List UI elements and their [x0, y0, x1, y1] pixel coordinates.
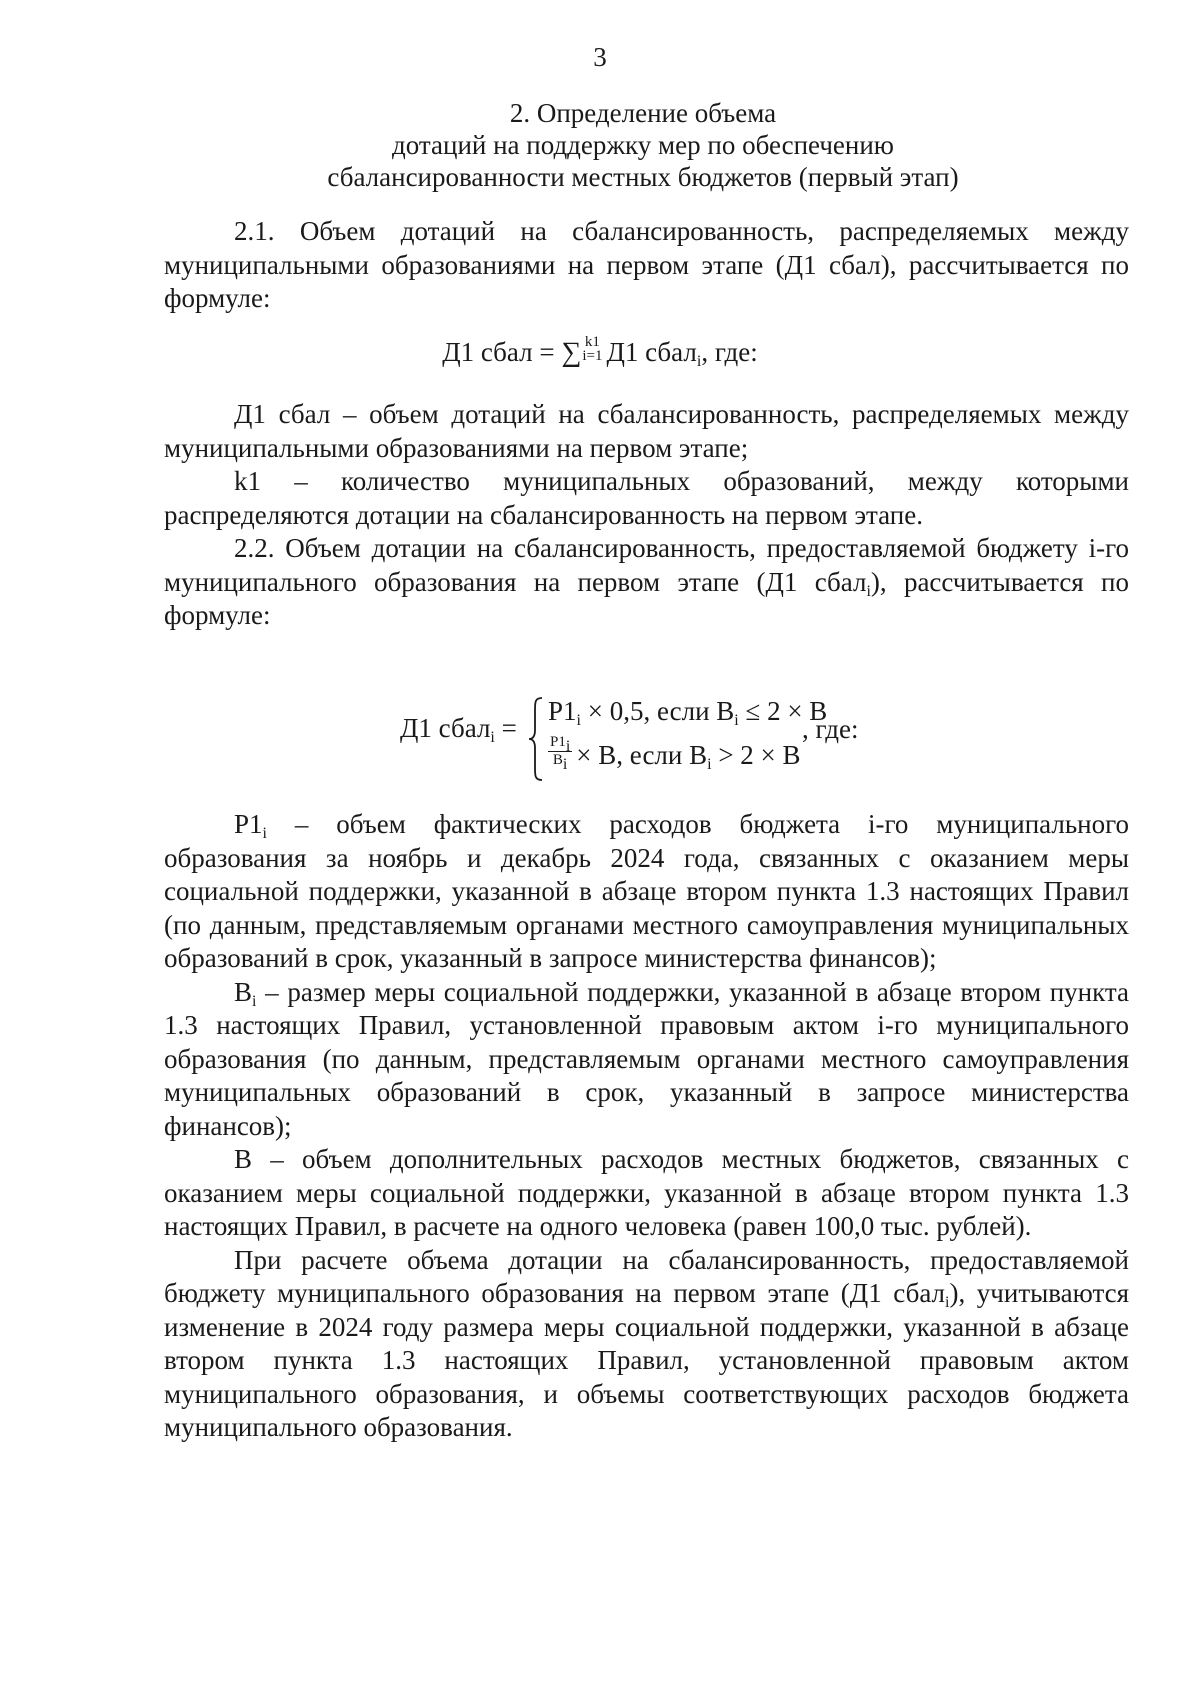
- formula-piecewise: [400, 688, 920, 788]
- fraction: [548, 734, 572, 774]
- definition-b: B – объем дополнительных расходов местных бюджетов, связанных с оказанием меры социальной поддержки, указанной в абзаце втором пункта 1.3 настоящих Правил, в расчете на одного человека (равен 100,0 тыс. рублей).: [164, 1144, 1129, 1241]
- definition-k1: k1 – количество муниципальных образований, между которыми распределяются дотации на сбалансированность на первом этапе.: [164, 466, 1129, 530]
- sum-upper-limit: k1: [584, 333, 600, 350]
- sum-lower-limit: i=1: [582, 347, 603, 364]
- formula-total-sum: [0, 335, 1200, 370]
- heading-line-2: дотаций на поддержку мер по обеспечению: [392, 130, 894, 160]
- sum-limits: [582, 335, 602, 363]
- formula2-tail: , где:: [802, 714, 859, 744]
- formula1-term-sub: i: [696, 353, 702, 370]
- definitions-block-2: [164, 808, 1129, 1445]
- paragraph-2-1: 2.1. Объем дотаций на сбалансированность, распределяемых между муниципальными образованиями на первом этапе (Д1 сбал), рассчитывается по формуле:: [164, 216, 1129, 313]
- definition-bi: $B_i$ – размер меры социальной поддержки, указанной в абзаце втором пункта 1.3 настоящих Правил, установленной правовым актом i-го муниципального образования (по данным, представляемым органами местного самоуправления муниципальных образований в срок, указанный в запросе министерства финансов);: [164, 976, 1129, 1141]
- formula2-case-2: $\frac{P1_i}{B_i}$ × B, если $B_i > 2 \times B$: [550, 734, 801, 774]
- heading-line-3: сбалансированности местных бюджетов (первый этап): [327, 162, 959, 192]
- formula2-case-1: $P1_i \times 0,5$, если $B_i \le 2 \times B$: [548, 696, 828, 729]
- definition-p1: $P1_i$ – объем фактических расходов бюджета i-го муниципального образования за ноябрь и декабрь 2024 года, связанных с оказанием меры социальной поддержки, указанной в абзаце втором пункта 1.3 настоящих Правил (по данным, представляемым органами местного самоуправления муниципальных образований в срок, указанный в запросе министерства финансов);: [164, 809, 1129, 973]
- curly-brace-icon: [528, 696, 544, 782]
- formula1-tail: , где:: [701, 337, 758, 367]
- page-number: 3: [593, 42, 607, 72]
- sum-symbol: ∑: [561, 337, 582, 368]
- fraction-denominator: $B_i$: [552, 752, 568, 774]
- formula1-term: Д1 сбал: [606, 337, 697, 367]
- fraction-numerator: $P1_i$: [550, 734, 571, 756]
- paragraph-final: При расчете объема дотации на сбалансированность, предоставляемой бюджету муниципального образования на первом этапе (Д1 сбал$_i$), учитываются изменение в 2024 году размера меры социальной поддержки, указанной в абзаце втором пункта 1.3 настоящих Правил, установленной правовым актом муниципального образования, и объемы соответствующих расходов бюджета муниципального образования.: [164, 1244, 1129, 1442]
- formula2-lhs: Д1 сбал$_i$ =: [400, 713, 517, 746]
- definitions-block-1: [164, 398, 1129, 633]
- formula1-lhs: Д1 сбал =: [442, 337, 555, 367]
- paragraph-2-1-block: [164, 215, 1129, 316]
- section-heading: [160, 97, 1126, 193]
- definition-d1-sbal: Д1 сбал – объем дотаций на сбалансированность, распределяемых между муниципальными образованиями на первом этапе;: [164, 399, 1129, 463]
- heading-line-1: 2. Определение объема: [509, 98, 777, 128]
- paragraph-2-2: 2.2. Объем дотации на сбалансированность, предоставляемой бюджету i-го муниципального образования на первом этапе (Д1 сбал$_i$), рассчитывается по формуле:: [164, 533, 1129, 630]
